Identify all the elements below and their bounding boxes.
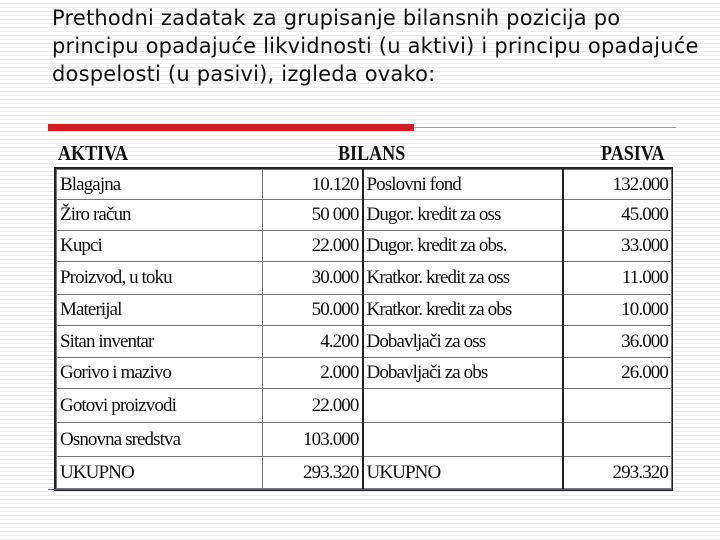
pasiva-item-value <box>563 389 672 423</box>
pasiva-item-label <box>363 389 563 423</box>
pasiva-item-label: UKUPNO <box>363 457 563 489</box>
pasiva-item-label: Poslovni fond <box>363 170 563 200</box>
aktiva-item-value: 50.000 <box>263 294 363 325</box>
aktiva-item-label: Gorivo i mazivo <box>57 357 263 388</box>
pasiva-item-value: 293.320 <box>563 457 672 489</box>
pasiva-item-label: Dugor. kredit za obs. <box>363 230 563 261</box>
table-row <box>57 389 672 423</box>
bilans-heading: BILANS <box>338 141 406 165</box>
aktiva-item-value: 10.120 <box>263 170 363 200</box>
pasiva-heading: PASIVA <box>601 141 665 165</box>
aktiva-item-value: 2.000 <box>263 357 363 388</box>
table-row <box>57 357 672 388</box>
pasiva-item-label <box>363 422 563 457</box>
balance-table <box>56 169 672 489</box>
pasiva-item-label: Kratkor. kredit za obs <box>363 294 563 325</box>
aktiva-item-label: Osnovna sredstva <box>57 422 263 457</box>
pasiva-item-value: 36.000 <box>563 326 672 357</box>
pasiva-item-value: 45.000 <box>563 200 672 230</box>
table-row <box>57 230 672 261</box>
table-row <box>57 422 672 457</box>
pasiva-item-value: 132.000 <box>563 170 672 200</box>
aktiva-item-label: Kupci <box>57 230 263 261</box>
slide-title: Prethodni zadatak za grupisanje bilansnih pozicija po principu opadajuće likvidnosti (u aktivi) i principu opadajuće dospelosti (u pasivi), izgleda ovako: <box>52 6 699 86</box>
aktiva-item-value: 4.200 <box>263 326 363 357</box>
aktiva-item-label: Sitan inventar <box>57 326 263 357</box>
aktiva-item-value: 103.000 <box>263 422 363 457</box>
aktiva-item-label: Materijal <box>57 294 263 325</box>
pasiva-item-value: 26.000 <box>563 357 672 388</box>
table-row <box>57 262 672 295</box>
balance-sheet <box>54 167 673 491</box>
table-row <box>57 200 672 230</box>
aktiva-item-value: 30.000 <box>263 262 363 295</box>
pasiva-item-label: Dugor. kredit za oss <box>363 200 563 230</box>
table-row <box>57 326 672 357</box>
aktiva-item-value: 22.000 <box>263 389 363 423</box>
aktiva-item-label: UKUPNO <box>57 457 263 489</box>
aktiva-item-value: 293.320 <box>263 457 363 489</box>
aktiva-item-label: Gotovi proizvodi <box>57 389 263 423</box>
aktiva-item-value: 50 000 <box>263 200 363 230</box>
pasiva-item-label: Dobavljači za oss <box>363 326 563 357</box>
table-row <box>57 170 672 200</box>
table-row <box>57 457 672 489</box>
pasiva-item-value: 11.000 <box>563 262 672 295</box>
table-row <box>57 294 672 325</box>
pasiva-item-value: 10.000 <box>563 294 672 325</box>
pasiva-item-value: 33.000 <box>563 230 672 261</box>
title-underline-red <box>48 124 414 131</box>
bottom-red-line <box>48 489 672 490</box>
pasiva-item-label: Kratkor. kredit za oss <box>363 262 563 295</box>
aktiva-heading: AKTIVA <box>58 141 128 165</box>
aktiva-item-value: 22.000 <box>263 230 363 261</box>
pasiva-item-label: Dobavljači za obs <box>363 357 563 388</box>
aktiva-item-label: Blagajna <box>57 170 263 200</box>
title-underline-gray <box>414 127 676 128</box>
aktiva-item-label: Žiro račun <box>57 200 263 230</box>
aktiva-item-label: Proizvod, u toku <box>57 262 263 295</box>
pasiva-item-value <box>563 422 672 457</box>
